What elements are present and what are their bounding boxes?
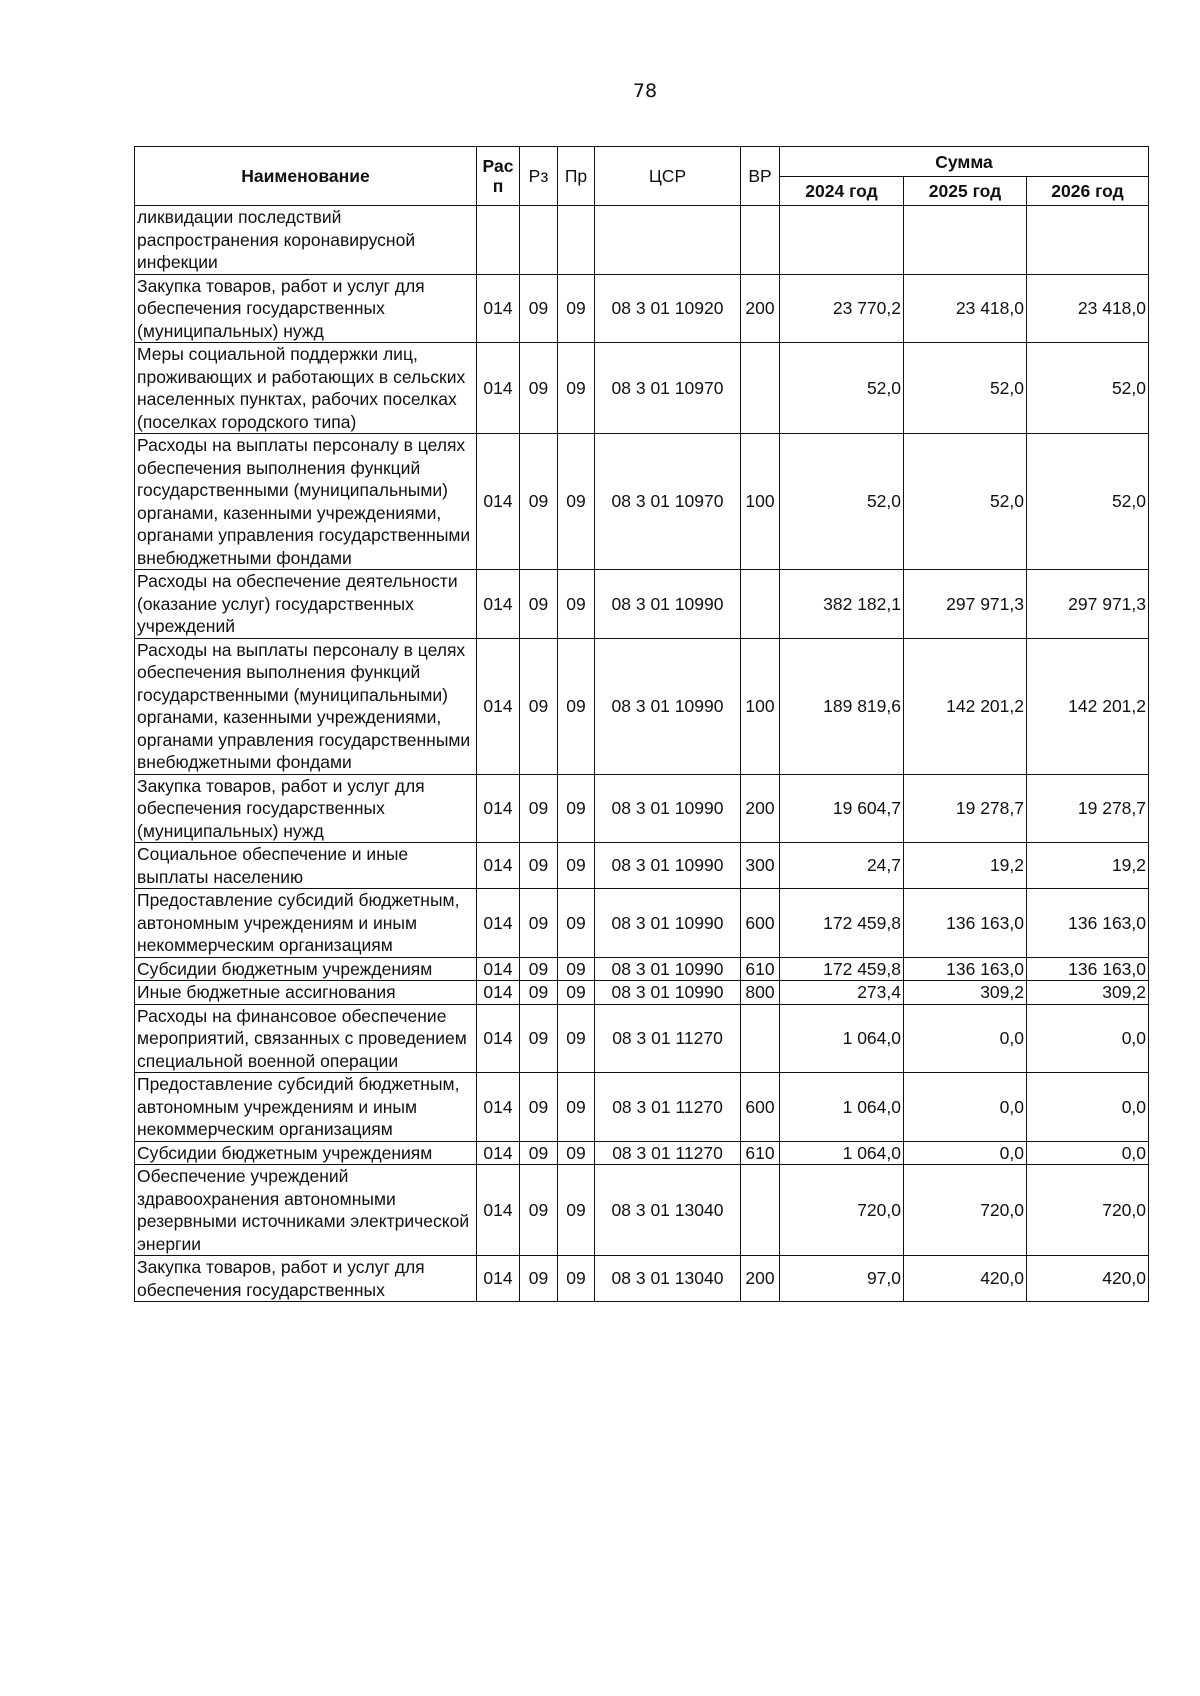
cell-csr: 08 3 01 10970 bbox=[595, 343, 741, 434]
header-pr: Пр bbox=[558, 147, 595, 206]
cell-ra: 014 bbox=[477, 434, 520, 570]
cell-name: Обеспечение учреждений здравоохранения автономными резервными источниками электрической энергии bbox=[135, 1165, 477, 1256]
cell-2025: 309,2 bbox=[904, 981, 1027, 1005]
cell-2024: 97,0 bbox=[780, 1256, 904, 1302]
cell-pr: 09 bbox=[558, 1004, 595, 1073]
table-row bbox=[135, 981, 1149, 1005]
cell-2026: 297 971,3 bbox=[1027, 570, 1149, 639]
cell-2026: 142 201,2 bbox=[1027, 638, 1149, 774]
cell-rz: 09 bbox=[520, 981, 558, 1005]
table-row bbox=[135, 206, 1149, 275]
table-row bbox=[135, 957, 1149, 981]
cell-2024: 1 064,0 bbox=[780, 1004, 904, 1073]
cell-name: Субсидии бюджетным учреждениям bbox=[135, 1141, 477, 1165]
cell-rz: 09 bbox=[520, 638, 558, 774]
table-row bbox=[135, 1256, 1149, 1302]
cell-name: Иные бюджетные ассигнования bbox=[135, 981, 477, 1005]
cell-rz: 09 bbox=[520, 1165, 558, 1256]
cell-csr: 08 3 01 13040 bbox=[595, 1256, 741, 1302]
cell-csr: 08 3 01 10990 bbox=[595, 889, 741, 958]
cell-vr: 100 bbox=[741, 434, 780, 570]
cell-2024: 23 770,2 bbox=[780, 274, 904, 343]
cell-vr bbox=[741, 206, 780, 275]
cell-csr: 08 3 01 11270 bbox=[595, 1141, 741, 1165]
table-row bbox=[135, 1141, 1149, 1165]
cell-2024: 52,0 bbox=[780, 343, 904, 434]
cell-2024: 52,0 bbox=[780, 434, 904, 570]
header-ra: Рас п bbox=[477, 147, 520, 206]
cell-2025: 136 163,0 bbox=[904, 889, 1027, 958]
cell-ra: 014 bbox=[477, 957, 520, 981]
cell-csr: 08 3 01 10990 bbox=[595, 638, 741, 774]
cell-2024: 189 819,6 bbox=[780, 638, 904, 774]
cell-ra: 014 bbox=[477, 638, 520, 774]
cell-name: Меры социальной поддержки лиц, проживающих и работающих в сельских населенных пунктах, рабочих поселках (поселках городского типа) bbox=[135, 343, 477, 434]
cell-ra: 014 bbox=[477, 843, 520, 889]
cell-rz: 09 bbox=[520, 1004, 558, 1073]
header-name: Наименование bbox=[135, 147, 477, 206]
cell-rz: 09 bbox=[520, 434, 558, 570]
table-header bbox=[135, 147, 1149, 206]
header-csr: ЦСР bbox=[595, 147, 741, 206]
cell-2025: 52,0 bbox=[904, 343, 1027, 434]
cell-rz: 09 bbox=[520, 1256, 558, 1302]
cell-csr: 08 3 01 13040 bbox=[595, 1165, 741, 1256]
cell-2024: 1 064,0 bbox=[780, 1141, 904, 1165]
cell-2025: 420,0 bbox=[904, 1256, 1027, 1302]
cell-pr: 09 bbox=[558, 343, 595, 434]
table-row bbox=[135, 889, 1149, 958]
cell-csr: 08 3 01 10990 bbox=[595, 843, 741, 889]
cell-2024: 172 459,8 bbox=[780, 889, 904, 958]
cell-2026: 0,0 bbox=[1027, 1004, 1149, 1073]
cell-2024: 19 604,7 bbox=[780, 774, 904, 843]
cell-pr: 09 bbox=[558, 638, 595, 774]
cell-name: Предоставление субсидий бюджетным, автономным учреждениям и иным некоммерческим организациям bbox=[135, 1073, 477, 1142]
cell-2024: 1 064,0 bbox=[780, 1073, 904, 1142]
cell-vr bbox=[741, 570, 780, 639]
cell-csr: 08 3 01 10990 bbox=[595, 774, 741, 843]
cell-rz: 09 bbox=[520, 570, 558, 639]
cell-csr: 08 3 01 10990 bbox=[595, 957, 741, 981]
cell-vr: 200 bbox=[741, 774, 780, 843]
cell-2025: 23 418,0 bbox=[904, 274, 1027, 343]
cell-pr: 09 bbox=[558, 957, 595, 981]
cell-rz: 09 bbox=[520, 1141, 558, 1165]
cell-2025: 19 278,7 bbox=[904, 774, 1027, 843]
cell-name: Закупка товаров, работ и услуг для обеспечения государственных (муниципальных) нужд bbox=[135, 774, 477, 843]
table-row bbox=[135, 843, 1149, 889]
cell-2025: 720,0 bbox=[904, 1165, 1027, 1256]
cell-2025: 142 201,2 bbox=[904, 638, 1027, 774]
cell-ra: 014 bbox=[477, 981, 520, 1005]
header-year-2026: 2026 год bbox=[1027, 177, 1149, 206]
cell-2025 bbox=[904, 206, 1027, 275]
cell-name: Расходы на обеспечение деятельности (оказание услуг) государственных учреждений bbox=[135, 570, 477, 639]
cell-name: Закупка товаров, работ и услуг для обеспечения государственных bbox=[135, 1256, 477, 1302]
table-row bbox=[135, 638, 1149, 774]
header-rz: Рз bbox=[520, 147, 558, 206]
header-sum: Сумма bbox=[780, 147, 1149, 177]
cell-pr: 09 bbox=[558, 1165, 595, 1256]
header-year-2025: 2025 год bbox=[904, 177, 1027, 206]
cell-2024: 720,0 bbox=[780, 1165, 904, 1256]
cell-ra: 014 bbox=[477, 774, 520, 843]
cell-pr: 09 bbox=[558, 1256, 595, 1302]
cell-vr: 600 bbox=[741, 1073, 780, 1142]
cell-name: Субсидии бюджетным учреждениям bbox=[135, 957, 477, 981]
cell-pr: 09 bbox=[558, 1073, 595, 1142]
table-row bbox=[135, 1165, 1149, 1256]
cell-2024: 172 459,8 bbox=[780, 957, 904, 981]
cell-pr: 09 bbox=[558, 774, 595, 843]
cell-2025: 136 163,0 bbox=[904, 957, 1027, 981]
cell-pr: 09 bbox=[558, 1141, 595, 1165]
cell-2025: 0,0 bbox=[904, 1004, 1027, 1073]
cell-ra: 014 bbox=[477, 274, 520, 343]
cell-vr: 610 bbox=[741, 957, 780, 981]
cell-vr bbox=[741, 343, 780, 434]
cell-ra: 014 bbox=[477, 570, 520, 639]
cell-rz: 09 bbox=[520, 1073, 558, 1142]
cell-2026: 720,0 bbox=[1027, 1165, 1149, 1256]
table-row bbox=[135, 570, 1149, 639]
cell-csr: 08 3 01 10990 bbox=[595, 570, 741, 639]
cell-rz bbox=[520, 206, 558, 275]
table-row bbox=[135, 343, 1149, 434]
cell-2024: 24,7 bbox=[780, 843, 904, 889]
cell-name: ликвидации последствий распространения коронавирусной инфекции bbox=[135, 206, 477, 275]
cell-2025: 0,0 bbox=[904, 1141, 1027, 1165]
cell-csr: 08 3 01 10970 bbox=[595, 434, 741, 570]
cell-vr: 800 bbox=[741, 981, 780, 1005]
cell-ra bbox=[477, 206, 520, 275]
cell-pr: 09 bbox=[558, 434, 595, 570]
cell-pr: 09 bbox=[558, 981, 595, 1005]
cell-name: Предоставление субсидий бюджетным, автономным учреждениям и иным некоммерческим организациям bbox=[135, 889, 477, 958]
cell-ra: 014 bbox=[477, 1165, 520, 1256]
cell-ra: 014 bbox=[477, 1073, 520, 1142]
cell-2026: 19,2 bbox=[1027, 843, 1149, 889]
cell-name: Расходы на выплаты персоналу в целях обеспечения выполнения функций государственными (муниципальными) органами, казенными учреждениями, органами управления государственными внебюджетными фондами bbox=[135, 434, 477, 570]
cell-rz: 09 bbox=[520, 274, 558, 343]
cell-ra: 014 bbox=[477, 1141, 520, 1165]
table-row bbox=[135, 434, 1149, 570]
table-row bbox=[135, 774, 1149, 843]
cell-ra: 014 bbox=[477, 1256, 520, 1302]
cell-name: Расходы на финансовое обеспечение мероприятий, связанных с проведением специальной военной операции bbox=[135, 1004, 477, 1073]
header-vr: ВР bbox=[741, 147, 780, 206]
header-year-2024: 2024 год bbox=[780, 177, 904, 206]
cell-vr: 610 bbox=[741, 1141, 780, 1165]
cell-rz: 09 bbox=[520, 843, 558, 889]
cell-pr bbox=[558, 206, 595, 275]
cell-vr: 200 bbox=[741, 274, 780, 343]
cell-2026: 52,0 bbox=[1027, 343, 1149, 434]
cell-2024 bbox=[780, 206, 904, 275]
cell-vr: 600 bbox=[741, 889, 780, 958]
cell-name: Социальное обеспечение и иные выплаты населению bbox=[135, 843, 477, 889]
page-number: 78 bbox=[632, 80, 658, 102]
cell-2025: 0,0 bbox=[904, 1073, 1027, 1142]
cell-vr: 300 bbox=[741, 843, 780, 889]
cell-2025: 297 971,3 bbox=[904, 570, 1027, 639]
cell-ra: 014 bbox=[477, 889, 520, 958]
cell-2025: 19,2 bbox=[904, 843, 1027, 889]
cell-rz: 09 bbox=[520, 957, 558, 981]
cell-pr: 09 bbox=[558, 889, 595, 958]
cell-csr: 08 3 01 10990 bbox=[595, 981, 741, 1005]
cell-2026: 420,0 bbox=[1027, 1256, 1149, 1302]
cell-rz: 09 bbox=[520, 343, 558, 434]
cell-rz: 09 bbox=[520, 889, 558, 958]
cell-vr bbox=[741, 1165, 780, 1256]
cell-2026: 136 163,0 bbox=[1027, 889, 1149, 958]
cell-2026: 52,0 bbox=[1027, 434, 1149, 570]
cell-pr: 09 bbox=[558, 843, 595, 889]
table-row bbox=[135, 274, 1149, 343]
cell-vr: 200 bbox=[741, 1256, 780, 1302]
cell-pr: 09 bbox=[558, 274, 595, 343]
cell-pr: 09 bbox=[558, 570, 595, 639]
cell-csr: 08 3 01 11270 bbox=[595, 1073, 741, 1142]
cell-2024: 273,4 bbox=[780, 981, 904, 1005]
cell-2024: 382 182,1 bbox=[780, 570, 904, 639]
cell-rz: 09 bbox=[520, 774, 558, 843]
cell-2025: 52,0 bbox=[904, 434, 1027, 570]
cell-2026: 23 418,0 bbox=[1027, 274, 1149, 343]
cell-2026: 0,0 bbox=[1027, 1073, 1149, 1142]
cell-ra: 014 bbox=[477, 1004, 520, 1073]
cell-name: Закупка товаров, работ и услуг для обеспечения государственных (муниципальных) нужд bbox=[135, 274, 477, 343]
cell-vr: 100 bbox=[741, 638, 780, 774]
cell-csr: 08 3 01 10920 bbox=[595, 274, 741, 343]
cell-csr bbox=[595, 206, 741, 275]
cell-2026: 0,0 bbox=[1027, 1141, 1149, 1165]
cell-name: Расходы на выплаты персоналу в целях обеспечения выполнения функций государственными (муниципальными) органами, казенными учреждениями, органами управления государственными внебюджетными фондами bbox=[135, 638, 477, 774]
cell-csr: 08 3 01 11270 bbox=[595, 1004, 741, 1073]
cell-2026: 136 163,0 bbox=[1027, 957, 1149, 981]
table-row bbox=[135, 1073, 1149, 1142]
table-body bbox=[135, 206, 1149, 1302]
cell-ra: 014 bbox=[477, 343, 520, 434]
budget-table bbox=[134, 146, 1149, 1302]
cell-vr bbox=[741, 1004, 780, 1073]
cell-2026: 309,2 bbox=[1027, 981, 1149, 1005]
cell-2026 bbox=[1027, 206, 1149, 275]
table-row bbox=[135, 1004, 1149, 1073]
cell-2026: 19 278,7 bbox=[1027, 774, 1149, 843]
